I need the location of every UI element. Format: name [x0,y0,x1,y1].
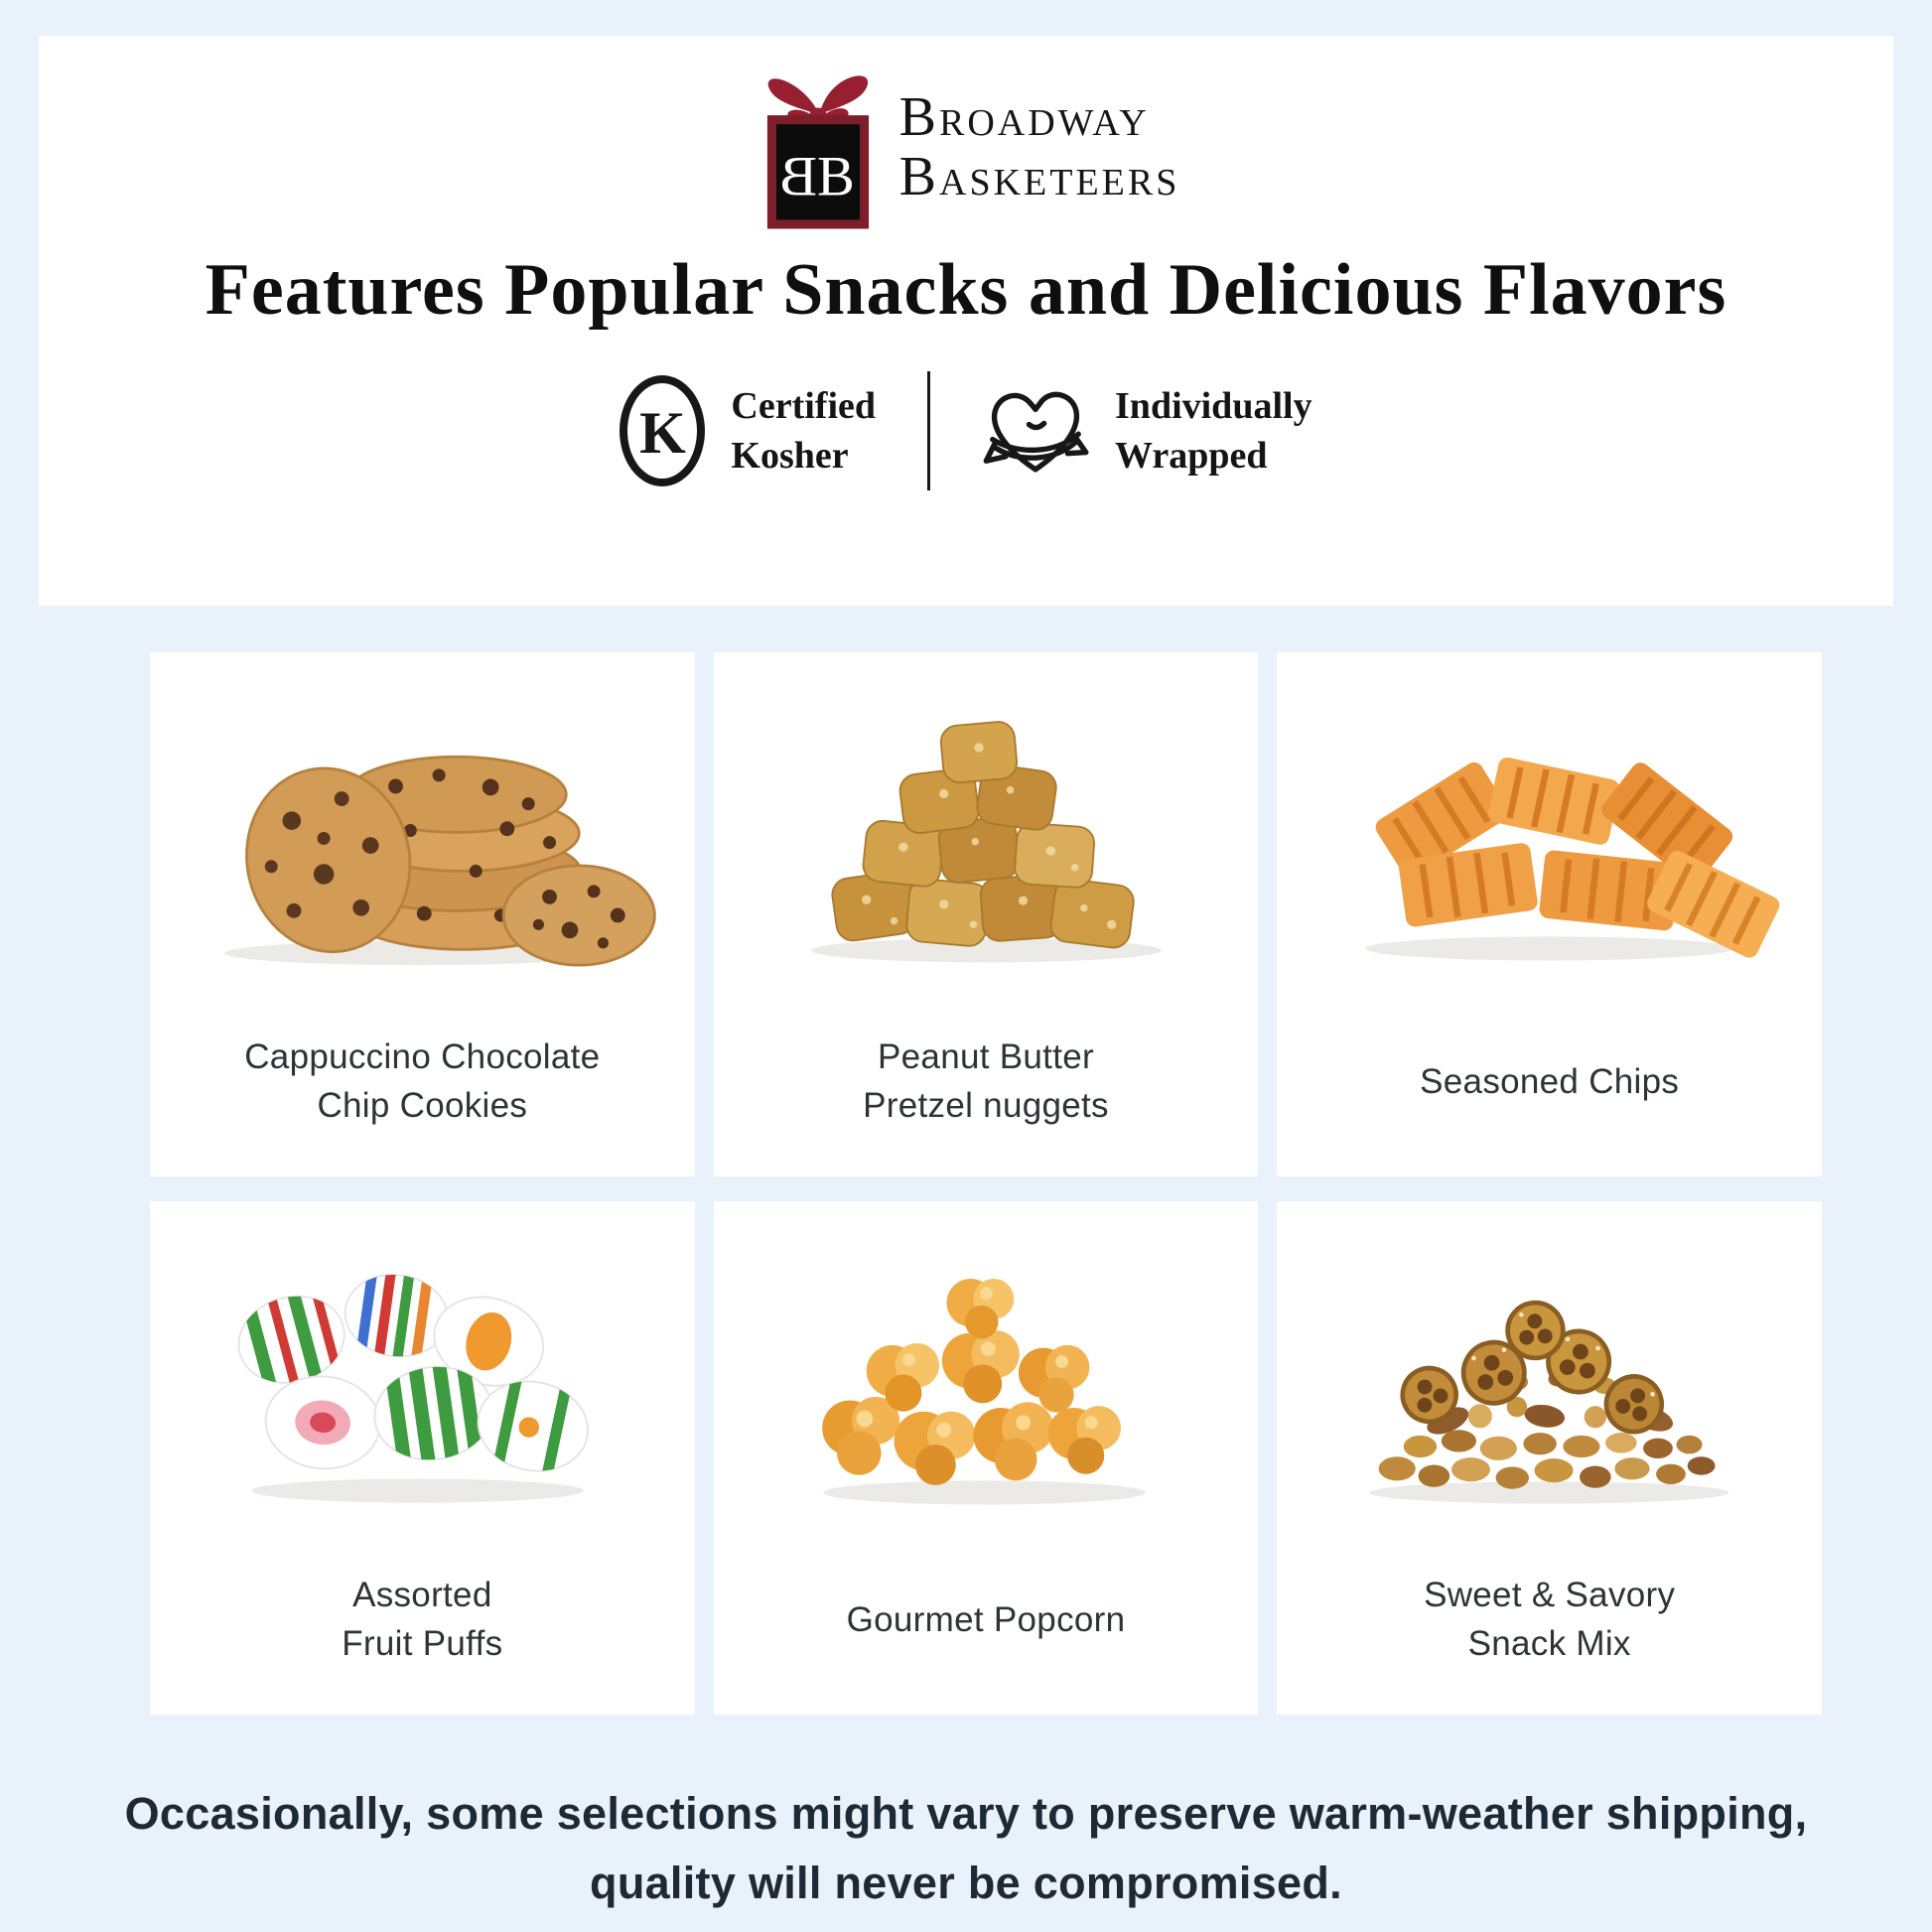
gift-box-logo-icon [753,62,884,232]
kosher-k-icon [620,375,705,486]
badges-row [620,371,1311,490]
seasoned-chips-photo [1277,652,1822,1000]
footer-note [0,1779,1932,1918]
wrapped-badge-label: Individually Wrapped [1115,385,1312,477]
popcorn-photo [714,1201,1259,1538]
product-card-seasoned-chips [1277,652,1822,1176]
fruit-puffs-photo [150,1201,695,1538]
badge-divider [927,371,930,490]
svg-text:B: B [778,146,817,208]
logo-monogram: B [816,146,855,208]
product-label: Assorted Fruit Puffs [342,1576,503,1663]
brand-name [899,87,1180,207]
product-label: Cappuccino Chocolate Chip Cookies [244,1037,601,1125]
snack-mix-photo [1277,1201,1822,1538]
kosher-badge-label: Certified Kosher [731,385,877,477]
product-card-fruit-puffs [150,1201,695,1715]
product-card-cookies [150,652,695,1176]
wrapped-heart-icon [982,377,1089,484]
header-band [39,36,1893,606]
brand-logo [753,62,1180,232]
brand-name-line2: BASKETEERS [898,146,1180,207]
product-label: Sweet & Savory Snack Mix [1424,1576,1676,1663]
footer-note-line2: quality will never be compromised. [590,1858,1342,1908]
badge-individually-wrapped [982,377,1312,484]
product-label: Seasoned Chips [1420,1061,1680,1101]
product-label: Peanut Butter Pretzel nuggets [863,1037,1109,1125]
cookies-photo [150,652,695,1000]
pretzel-nuggets-photo [714,652,1259,1000]
badge-certified-kosher [620,375,876,486]
footer-note-line1: Occasionally, some selections might vary to preserve warm-weather shipping, [124,1788,1808,1839]
page-title: Features Popular Snacks and Delicious Flavors [205,249,1727,331]
brand-name-line1: BROADWAY [898,85,1150,148]
product-card-popcorn [714,1201,1259,1715]
kosher-k-letter: K [639,399,686,466]
product-label: Gourmet Popcorn [846,1599,1126,1639]
product-grid [150,652,1822,1715]
product-card-pretzel-nuggets [714,652,1259,1176]
product-card-snack-mix [1277,1201,1822,1715]
